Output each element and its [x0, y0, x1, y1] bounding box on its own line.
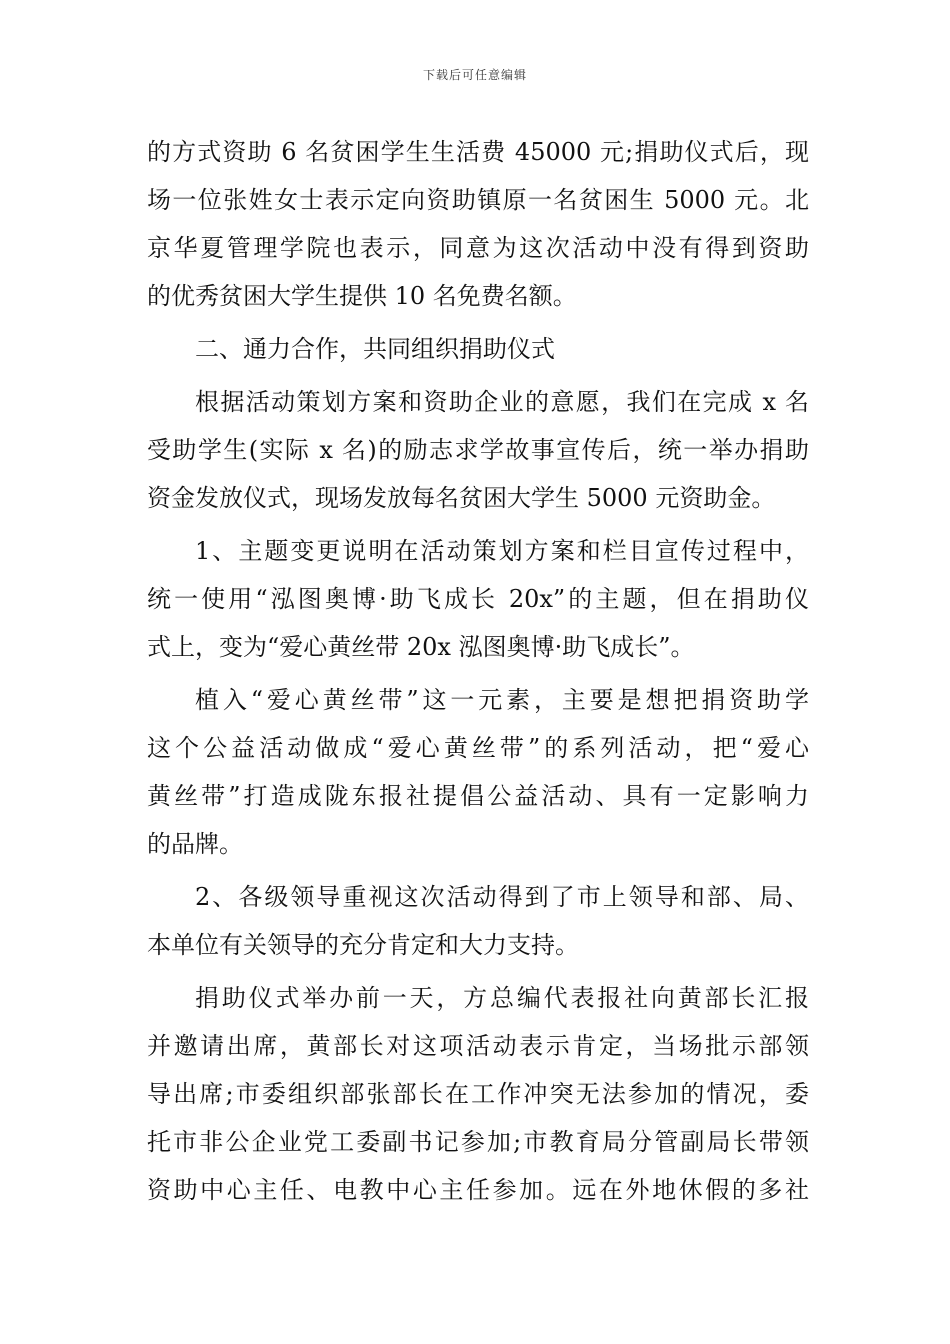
text-line: 式上，变为“爱心黄丝带 20x 泓图奥博·助飞成长”。 [147, 633, 695, 661]
text-line: 场一位张姓女士表示定向资助镇原一名贫困生 5000 元。北 [147, 186, 809, 214]
page-header: 下载后可任意编辑 [422, 68, 527, 82]
text-line: 导出席;市委组织部张部长在工作冲突无法参加的情况，委 [147, 1080, 809, 1108]
document-body [147, 128, 809, 1214]
text-line: 资金发放仪式，现场发放每名贫困大学生 5000 元资助金。 [147, 484, 776, 512]
text-line: 本单位有关领导的充分肯定和大力支持。 [147, 931, 579, 959]
text-line: 京华夏管理学院也表示，同意为这次活动中没有得到资助 [147, 234, 809, 262]
text-line: 2、各级领导重视这次活动得到了市上领导和部、局、 [195, 883, 809, 911]
section-heading: 二、通力合作，共同组织捐助仪式 [195, 335, 555, 363]
text-line: 的品牌。 [147, 830, 243, 858]
text-line: 1、主题变更说明在活动策划方案和栏目宣传过程中， [195, 537, 809, 565]
text-line: 捐助仪式举办前一天，方总编代表报社向黄部长汇报 [195, 984, 809, 1012]
text-line: 资助中心主任、电教中心主任参加。远在外地休假的多社 [147, 1176, 809, 1204]
text-line: 受助学生(实际 x 名)的励志求学故事宣传后，统一举办捐助 [147, 436, 809, 464]
text-line: 的优秀贫困大学生提供 10 名免费名额。 [147, 282, 577, 310]
text-line: 并邀请出席，黄部长对这项活动表示肯定，当场批示部领 [147, 1032, 809, 1060]
text-line: 托市非公企业党工委副书记参加;市教育局分管副局长带领 [147, 1128, 809, 1156]
text-line: 植入“爱心黄丝带”这一元素，主要是想把捐资助学 [195, 686, 809, 714]
text-line: 根据活动策划方案和资助企业的意愿，我们在完成 x 名 [195, 388, 809, 416]
text-line: 统一使用“泓图奥博·助飞成长 20x”的主题，但在捐助仪 [147, 585, 809, 613]
text-line: 这个公益活动做成“爱心黄丝带”的系列活动，把“爱心 [147, 734, 809, 762]
text-line: 黄丝带”打造成陇东报社提倡公益活动、具有一定影响力 [147, 782, 809, 810]
text-line: 的方式资助 6 名贫困学生生活费 45000 元;捐助仪式后，现 [147, 138, 809, 166]
